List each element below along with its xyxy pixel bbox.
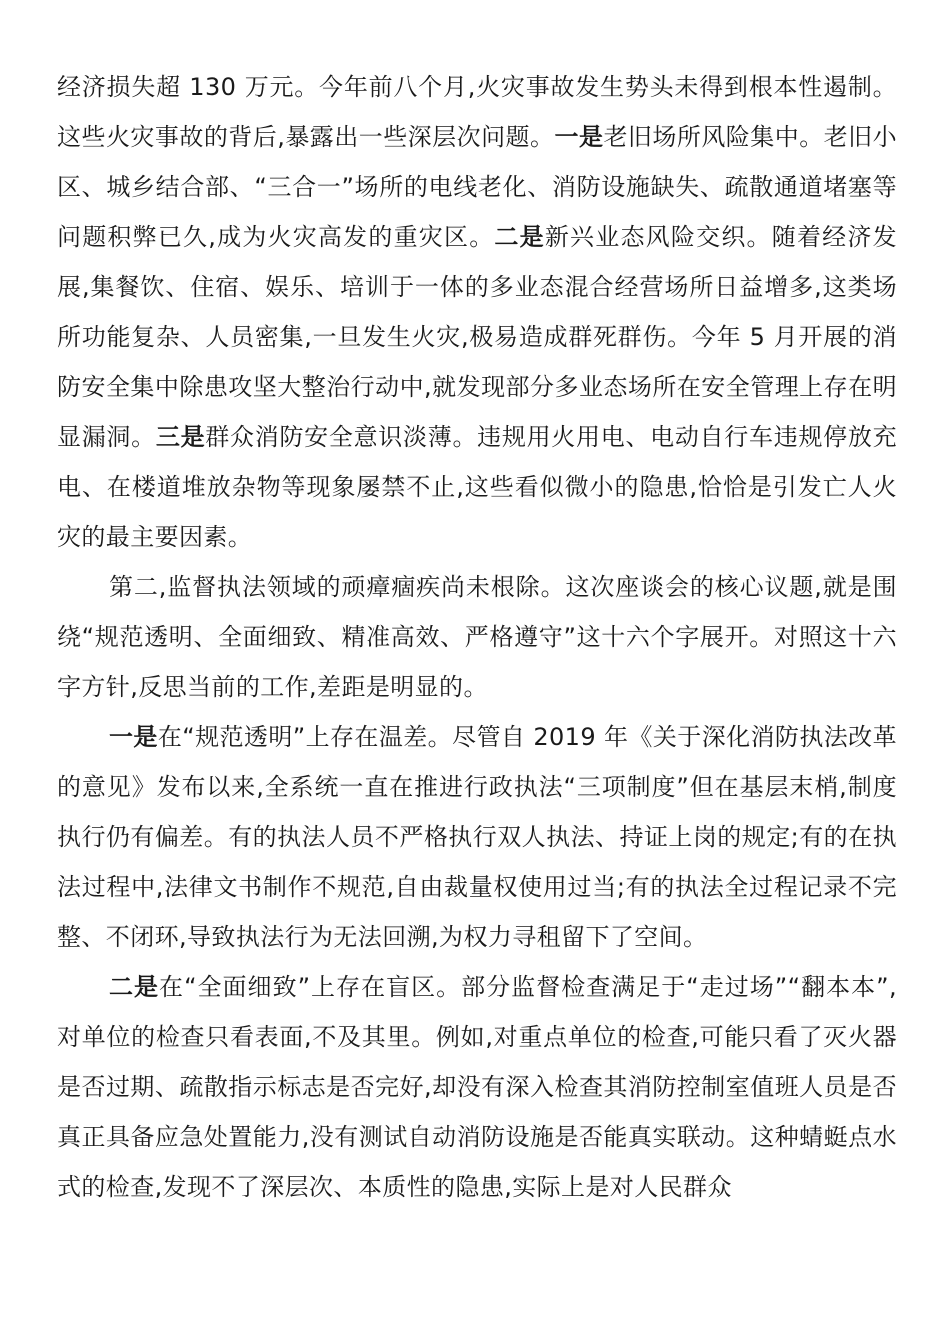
paragraph-4-run-2: 在“全面细致”上存在盲区。部分监督检查满足于“走过场”“翻本本”,对单位的检查只看表面,不及其里。例如,对重点单位的检查,可能只看了灭火器是否过期、疏散指示标志是否完好,却没有深入检查其消防控制室值班人员是否真正具备应急处置能力,没有测试自动消防设施是否能真实联动。这种蜻蜓点水式的检查,发现不了深层次、本质性的隐患,实际上是对人民群众 [57, 973, 897, 1201]
paragraph-3 [57, 712, 897, 962]
paragraph-2-run-1: 第二,监督执法领域的顽瘴痼疾尚未根除。这次座谈会的核心议题,就是围绕“规范透明、全面细致、精准高效、严格遵守”这十六个字展开。对照这十六字方针,反思当前的工作,差距是明显的。 [57, 573, 897, 701]
paragraph-1-emphasis-yi: 一是 [554, 123, 604, 151]
paragraph-2 [57, 562, 897, 712]
paragraph-4-emphasis-er: 二是 [109, 973, 160, 1001]
paragraph-1-emphasis-er: 二是 [494, 223, 545, 251]
paragraph-1-run-5: 新兴业态风险交织。随着经济发展,集餐饮、住宿、娱乐、培训于一体的多业态混合经营场所日益增多,这类场所功能复杂、人员密集,一旦发生火灾,极易造成群死群伤。今年 5 月开展的消防安全集中除患攻坚大整治行动中,就发现部分多业态场所在安全管理上存在明显漏洞。 [57, 223, 897, 451]
paragraph-3-run-2: 在“规范透明”上存在温差。尽管自 2019 年《关于深化消防执法改革的意见》发布以来,全系统一直在推进行政执法“三项制度”但在基层末梢,制度执行仍有偏差。有的执法人员不严格执行双人执法、持证上岗的规定;有的在执法过程中,法律文书制作不规范,自由裁量权使用过当;有的执法全过程记录不完整、不闭环,导致执法行为无法回溯,为权力寻租留下了空间。 [57, 723, 897, 951]
paragraph-4 [57, 962, 897, 1212]
paragraph-1-run-7: 群众消防安全意识淡薄。违规用火用电、电动自行车违规停放充电、在楼道堆放杂物等现象屡禁不止,这些看似微小的隐患,恰恰是引发亡人火灾的最主要因素。 [57, 423, 897, 551]
paragraph-1 [57, 62, 897, 562]
paragraph-1-run-3: 老旧场所风险集中。老旧小区、城乡结合部、“三合一”场所的电线老化、消防设施缺失、疏散通道堵塞等问题积弊已久,成为火灾高发的重灾区。 [57, 123, 897, 251]
paragraph-1-run-1: 经济损失超 130 万元。今年前八个月,火灾事故发生势头未得到根本性遏制。这些火灾事故的背后,暴露出一些深层次问题。 [57, 73, 897, 151]
paragraph-1-emphasis-san: 三是 [155, 423, 206, 451]
document-page [57, 62, 897, 1212]
paragraph-3-emphasis-yi: 一是 [109, 723, 158, 751]
